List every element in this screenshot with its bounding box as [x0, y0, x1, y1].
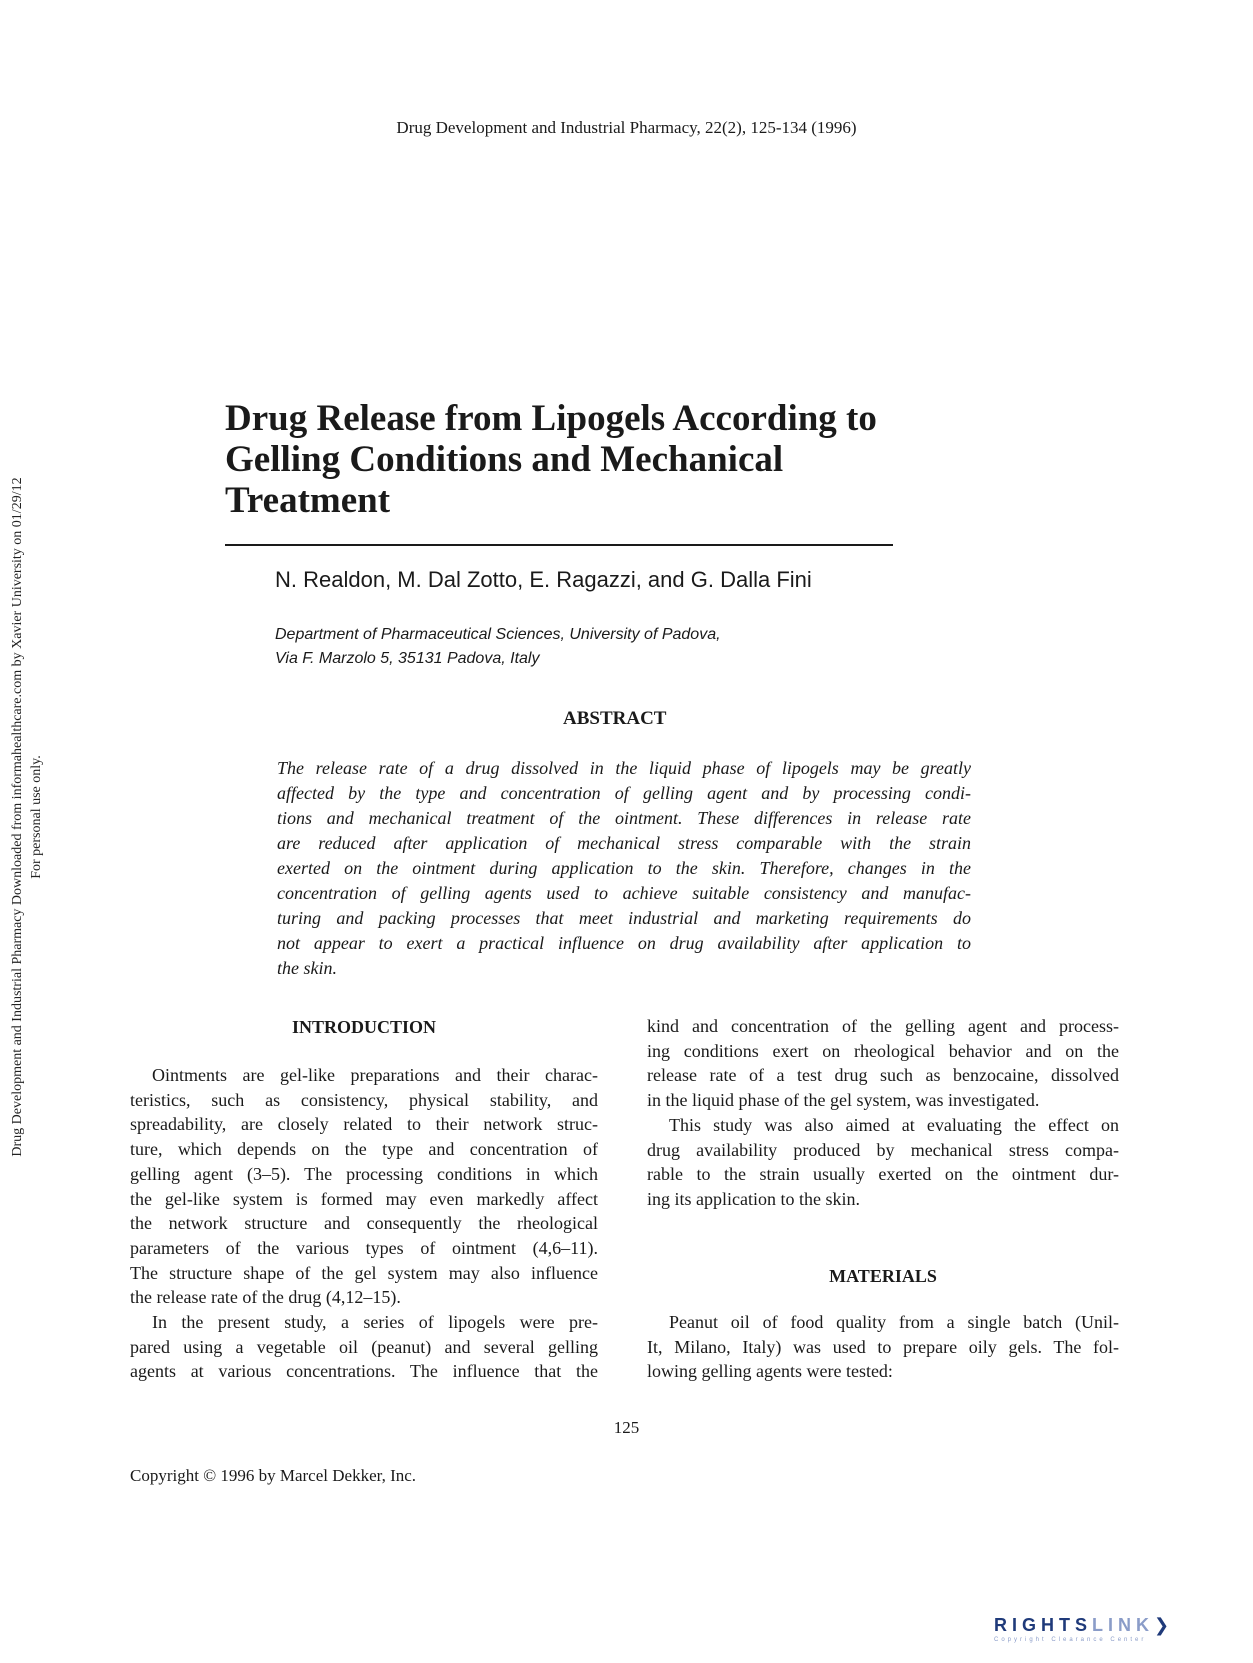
copyright-notice: Copyright © 1996 by Marcel Dekker, Inc. — [130, 1466, 417, 1485]
introduction-body — [130, 1063, 598, 1384]
body-line: In the present study, a series of lipogels were pre- — [152, 1312, 598, 1333]
body-line: in the liquid phase of the gel system, was investigated. — [647, 1090, 1040, 1111]
body-line: rable to the strain usually exerted on the ointment dur- — [647, 1164, 1119, 1185]
body-line: the release rate of the drug (4,12–15). — [130, 1287, 401, 1308]
abstract-line: concentration of gelling agents used to achieve suitable consistency and manufac- — [277, 883, 971, 903]
journal-header: Drug Development and Industrial Pharmacy, 22(2), 125-134 (1996) — [396, 118, 857, 137]
body-line: drug availability produced by mechanical stress compa- — [647, 1139, 1119, 1160]
affiliation-line: Department of Pharmaceutical Sciences, University of Padova, — [275, 626, 721, 643]
abstract-line: affected by the type and concentration of gelling agent and by processing condi- — [277, 783, 971, 803]
abstract-line: are reduced after application of mechanical stress comparable with the strain — [277, 833, 971, 853]
abstract-line: the skin. — [277, 958, 337, 978]
body-line: Peanut oil of food quality from a single batch (Unil- — [669, 1312, 1119, 1332]
body-line: spreadability, are closely related to their network struc- — [130, 1114, 598, 1135]
body-line: This study was also aimed at evaluating the effect on — [669, 1114, 1119, 1135]
title-line: Drug Release from Lipogels According to — [225, 398, 877, 439]
affiliation-line: Via F. Marzolo 5, 35131 Padova, Italy — [275, 650, 540, 667]
abstract-heading: ABSTRACT — [563, 708, 667, 729]
abstract-line: The release rate of a drug dissolved in the liquid phase of lipogels may be greatly — [277, 758, 971, 778]
body-line: pared using a vegetable oil (peanut) and several gelling — [130, 1336, 598, 1357]
body-line: ing conditions exert on rheological behavior and on the — [647, 1040, 1119, 1061]
right-column-body — [647, 1014, 1119, 1212]
affiliation — [275, 623, 721, 671]
side-notice-line-1: Drug Development and Industrial Pharmacy Downloaded from informahealthcare.com by Xavier University on 01/29/12 — [10, 477, 25, 1157]
body-line: The structure shape of the gel system may also influence — [130, 1262, 598, 1283]
body-line: ing its application to the skin. — [647, 1188, 860, 1209]
title-line: Gelling Conditions and Mechanical — [225, 439, 784, 480]
chevron-right-icon: ❯ — [1154, 1615, 1175, 1635]
rightslink-logo-part1: RIGHTS — [994, 1615, 1093, 1635]
abstract-body — [277, 756, 971, 981]
side-notice-line-2: For personal use only. — [29, 755, 44, 879]
abstract-line: exerted on the ointment during application to the skin. Therefore, changes in the — [277, 858, 971, 878]
body-line: kind and concentration of the gelling agent and process- — [647, 1016, 1119, 1036]
body-line: Ointments are gel-like preparations and their charac- — [152, 1065, 598, 1085]
materials-heading: MATERIALS — [829, 1266, 937, 1286]
rightslink-logo-part2: LINK — [1092, 1615, 1155, 1635]
author-list: N. Realdon, M. Dal Zotto, E. Ragazzi, and G. Dalla Fini — [275, 567, 812, 592]
body-line: agents at various concentrations. The influence that the — [130, 1361, 598, 1382]
body-line: gelling agent (3–5). The processing conditions in which — [130, 1163, 598, 1184]
body-line: It, Milano, Italy) was used to prepare oily gels. The fol- — [647, 1336, 1119, 1357]
rightslink-logo-subtitle: Copyright Clearance Center — [994, 1637, 1147, 1643]
body-line: the gel-like system is formed may even markedly affect — [130, 1188, 598, 1209]
rightslink-logo[interactable] — [994, 1615, 1224, 1649]
body-line: teristics, such as consistency, physical stability, and — [130, 1089, 598, 1110]
body-line: ture, which depends on the type and concentration of — [130, 1139, 598, 1160]
introduction-heading: INTRODUCTION — [291, 1017, 437, 1037]
body-line: the network structure and consequently the rheological — [130, 1213, 598, 1234]
materials-body — [647, 1310, 1119, 1384]
side-download-notice — [0, 0, 60, 1663]
abstract-line: turing and packing processes that meet industrial and marketing requirements do — [277, 908, 971, 928]
page-number: 125 — [613, 1418, 640, 1437]
body-line: parameters of the various types of ointment (4,6–11). — [130, 1237, 598, 1258]
abstract-line: not appear to exert a practical influence on drug availability after application to — [277, 933, 971, 953]
title-line: Treatment — [225, 480, 391, 521]
article-title — [225, 398, 915, 521]
body-line: release rate of a test drug such as benzocaine, dissolved — [647, 1065, 1119, 1086]
body-line: lowing gelling agents were tested: — [647, 1361, 893, 1382]
abstract-line: tions and mechanical treatment of the ointment. These differences in release rate — [277, 808, 971, 828]
title-divider — [225, 544, 893, 546]
